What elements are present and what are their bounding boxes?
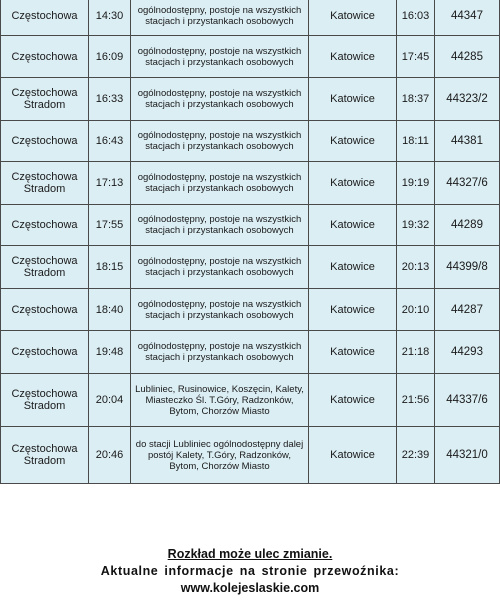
route-stops-cell: ogólnodostępny, postoje na wszystkich stacjach i przystankach osobowych xyxy=(131,162,309,205)
arrival-station-cell: Katowice xyxy=(309,374,397,427)
departure-station-cell: Częstochowa xyxy=(1,121,89,162)
departure-time-cell: 20:04 xyxy=(89,374,131,427)
timetable-row xyxy=(1,0,500,36)
train-number-cell: 44321/0 xyxy=(435,427,500,484)
train-number-cell: 44323/2 xyxy=(435,78,500,121)
route-stops-cell: ogólnodostępny, postoje na wszystkich stacjach i przystankach osobowych xyxy=(131,289,309,331)
route-stops-cell: ogólnodostępny, postoje na wszystkich stacjach i przystankach osobowych xyxy=(131,78,309,121)
arrival-time-cell: 20:13 xyxy=(397,246,435,289)
train-number-cell: 44381 xyxy=(435,121,500,162)
arrival-time-cell: 19:19 xyxy=(397,162,435,205)
footer xyxy=(0,546,500,597)
train-number-cell: 44399/8 xyxy=(435,246,500,289)
departure-station-cell: Częstochowa xyxy=(1,331,89,374)
departure-time-cell: 16:33 xyxy=(89,78,131,121)
train-number-cell: 44287 xyxy=(435,289,500,331)
arrival-station-cell: Katowice xyxy=(309,205,397,246)
departure-station-cell: Częstochowa Stradom xyxy=(1,78,89,121)
route-stops-cell: ogólnodostępny, postoje na wszystkich stacjach i przystankach osobowych xyxy=(131,0,309,36)
route-stops-cell: Lubliniec, Rusinowice, Koszęcin, Kalety, Miasteczko Śl. T.Góry, Radzonków, Bytom, Chorzów Miasto xyxy=(131,374,309,427)
arrival-time-cell: 17:45 xyxy=(397,36,435,78)
departure-time-cell: 16:43 xyxy=(89,121,131,162)
departure-time-cell: 17:55 xyxy=(89,205,131,246)
departure-station-cell: Częstochowa xyxy=(1,289,89,331)
arrival-station-cell: Katowice xyxy=(309,331,397,374)
carrier-website-link[interactable]: www.kolejeslaskie.com xyxy=(180,581,320,595)
train-number-cell: 44327/6 xyxy=(435,162,500,205)
arrival-time-cell: 21:56 xyxy=(397,374,435,427)
departure-time-cell: 20:46 xyxy=(89,427,131,484)
arrival-time-cell: 21:18 xyxy=(397,331,435,374)
timetable-row xyxy=(1,246,500,289)
arrival-station-cell: Katowice xyxy=(309,246,397,289)
timetable-row xyxy=(1,374,500,427)
arrival-station-cell: Katowice xyxy=(309,162,397,205)
departure-station-cell: Częstochowa xyxy=(1,36,89,78)
timetable-row xyxy=(1,205,500,246)
route-stops-cell: ogólnodostępny, postoje na wszystkich stacjach i przystankach osobowych xyxy=(131,121,309,162)
arrival-station-cell: Katowice xyxy=(309,427,397,484)
route-stops-cell: ogólnodostępny, postoje na wszystkich stacjach i przystankach osobowych xyxy=(131,205,309,246)
arrival-station-cell: Katowice xyxy=(309,36,397,78)
departure-time-cell: 19:48 xyxy=(89,331,131,374)
arrival-station-cell: Katowice xyxy=(309,78,397,121)
timetable-row xyxy=(1,36,500,78)
departure-time-cell: 16:09 xyxy=(89,36,131,78)
route-stops-cell: ogólnodostępny, postoje na wszystkich stacjach i przystankach osobowych xyxy=(131,246,309,289)
timetable-row xyxy=(1,289,500,331)
arrival-time-cell: 16:03 xyxy=(397,0,435,36)
train-number-cell: 44347 xyxy=(435,0,500,36)
train-number-cell: 44293 xyxy=(435,331,500,374)
route-stops-cell: ogólnodostępny, postoje na wszystkich stacjach i przystankach osobowych xyxy=(131,331,309,374)
arrival-station-cell: Katowice xyxy=(309,0,397,36)
departure-station-cell: Częstochowa Stradom xyxy=(1,374,89,427)
departure-station-cell: Częstochowa Stradom xyxy=(1,427,89,484)
arrival-time-cell: 18:37 xyxy=(397,78,435,121)
train-number-cell: 44289 xyxy=(435,205,500,246)
departure-station-cell: Częstochowa xyxy=(1,0,89,36)
timetable-row xyxy=(1,331,500,374)
departure-station-cell: Częstochowa Stradom xyxy=(1,162,89,205)
arrival-time-cell: 20:10 xyxy=(397,289,435,331)
arrival-time-cell: 18:11 xyxy=(397,121,435,162)
departure-time-cell: 18:40 xyxy=(89,289,131,331)
timetable-row xyxy=(1,162,500,205)
carrier-info-text: Aktualne informacje na stronie przewoźnika: xyxy=(100,564,400,578)
timetable-body xyxy=(1,0,500,484)
departure-time-cell: 14:30 xyxy=(89,0,131,36)
schedule-change-note: Rozkład może ulec zmianie. xyxy=(167,547,333,561)
timetable-row xyxy=(1,121,500,162)
timetable-row xyxy=(1,78,500,121)
train-number-cell: 44337/6 xyxy=(435,374,500,427)
route-stops-cell: ogólnodostępny, postoje na wszystkich stacjach i przystankach osobowych xyxy=(131,36,309,78)
departure-station-cell: Częstochowa Stradom xyxy=(1,246,89,289)
timetable-row xyxy=(1,427,500,484)
arrival-time-cell: 19:32 xyxy=(397,205,435,246)
departure-time-cell: 18:15 xyxy=(89,246,131,289)
arrival-station-cell: Katowice xyxy=(309,289,397,331)
arrival-station-cell: Katowice xyxy=(309,121,397,162)
departure-time-cell: 17:13 xyxy=(89,162,131,205)
train-number-cell: 44285 xyxy=(435,36,500,78)
departure-station-cell: Częstochowa xyxy=(1,205,89,246)
arrival-time-cell: 22:39 xyxy=(397,427,435,484)
route-stops-cell: do stacji Lubliniec ogólnodostępny dalej postój Kalety, T.Góry, Radzonków, Bytom, Chorzów Miasto xyxy=(131,427,309,484)
